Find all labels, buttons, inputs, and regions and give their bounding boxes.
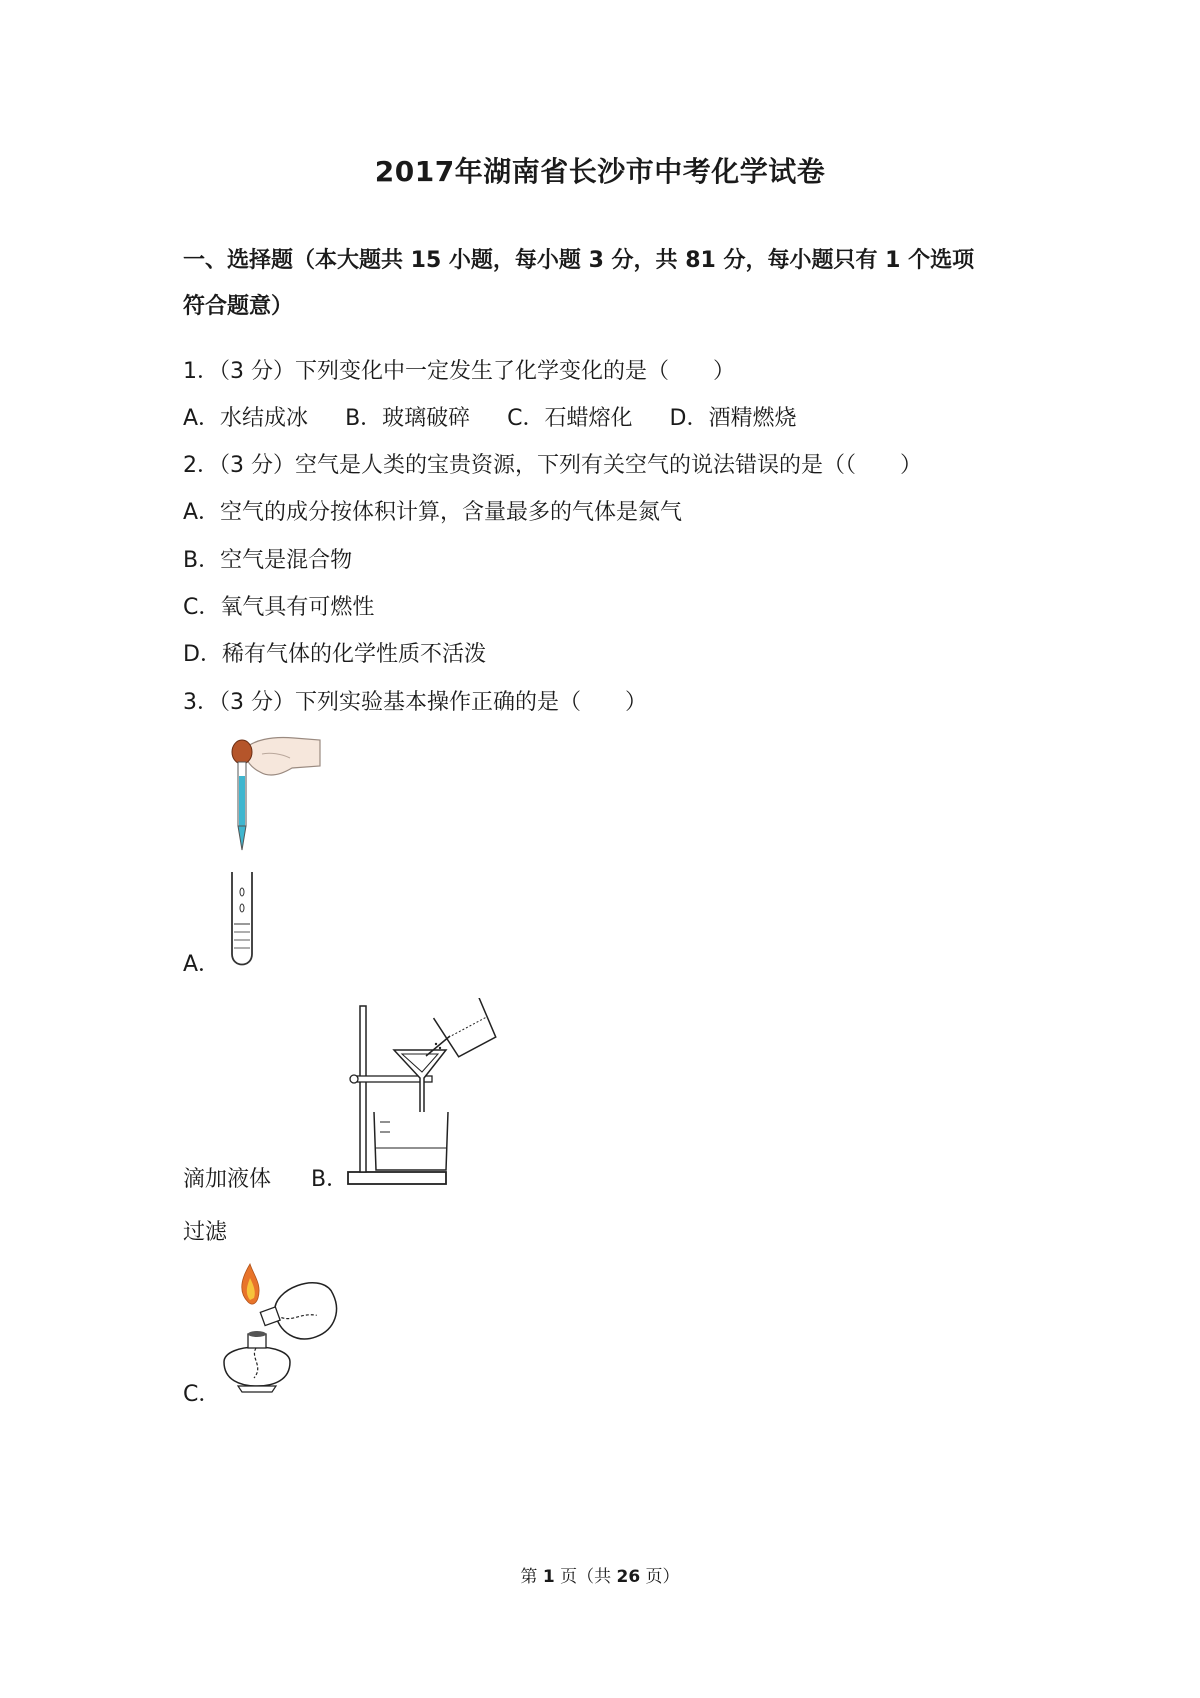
section-heading: [183, 238, 1043, 330]
alcohol-lamp-figure: [218, 1262, 342, 1396]
dropper-bulb-icon: [232, 740, 252, 764]
question-3-option-a-letter: A．: [183, 952, 221, 977]
funnel-icon: [394, 1050, 446, 1116]
dropper-tip: [238, 826, 246, 850]
section-heading-line2: 符合题意）: [183, 294, 294, 319]
beaker-icon: [374, 1112, 448, 1170]
question-3-stem: 3．（3 分）下列实验基本操作正确的是（ ）: [183, 690, 647, 715]
tilted-lamp-icon: [256, 1275, 342, 1352]
dropper-figure: [222, 732, 322, 972]
question-3-option-b-caption: 过滤: [183, 1220, 228, 1245]
stand-base: [348, 1172, 446, 1184]
question-2-stem: 2．（3 分）空气是人类的宝贵资源，下列有关空气的说法错误的是（（ ）: [183, 453, 922, 478]
question-2-option-a: A．空气的成分按体积计算，含量最多的气体是氮气: [183, 500, 683, 525]
question-1-stem: 1．（3 分）下列变化中一定发生了化学变化的是（ ）: [183, 359, 735, 384]
dropper-liquid: [239, 776, 245, 826]
section-heading-line1: 一、选择题（本大题共 15 小题，每小题 3 分，共 81 分，每小题只有 1 个选项: [183, 248, 975, 273]
liquid-drop-2: [439, 1047, 441, 1049]
clamp-screw: [350, 1075, 358, 1083]
lamp-body-icon: [224, 1347, 290, 1386]
lamp-foot: [238, 1386, 276, 1392]
footer-suffix: 页）: [640, 1567, 680, 1587]
footer-middle: 页（共: [554, 1567, 617, 1587]
question-2-option-d: D．稀有气体的化学性质不活泼: [183, 642, 486, 667]
question-2-option-b: B．空气是混合物: [183, 548, 353, 573]
page-title: 2017年湖南省长沙市中考化学试卷: [374, 155, 826, 188]
question-3-option-b-letter: B．: [311, 1167, 349, 1192]
question-1-option-c: C．石蜡熔化: [507, 406, 633, 431]
lamp-cap: [248, 1331, 266, 1337]
stand-rod: [360, 1006, 366, 1172]
hand-icon: [244, 738, 320, 775]
question-3-option-c-letter: C．: [183, 1382, 221, 1407]
question-2-option-c: C．氧气具有可燃性: [183, 595, 375, 620]
footer-total-pages: 26: [616, 1567, 641, 1587]
question-3-option-a-caption: 滴加液体: [183, 1167, 272, 1192]
page-footer: [0, 1562, 1200, 1587]
footer-prefix: 第: [520, 1567, 543, 1587]
question-3-option-a-caption-row: [183, 1165, 348, 1195]
question-1-options: [183, 404, 826, 434]
question-1-option-a: A．水结成冰: [183, 406, 309, 431]
filtration-figure: [346, 998, 498, 1188]
footer-page-number: 1: [542, 1567, 555, 1587]
liquid-drop-1: [435, 1043, 437, 1045]
question-1-option-d: D．酒精燃烧: [669, 406, 797, 431]
test-tube-icon: [232, 872, 252, 965]
tilted-lamp-body: [269, 1275, 342, 1347]
question-1-option-b: B．玻璃破碎: [345, 406, 471, 431]
